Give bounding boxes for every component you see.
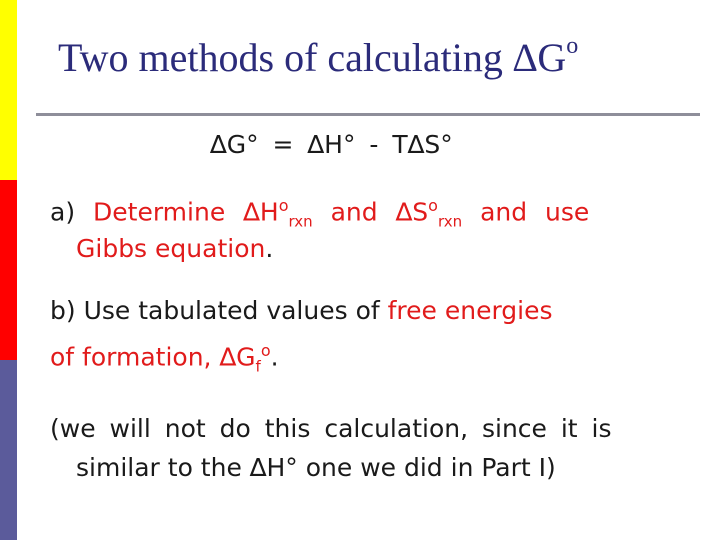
- method-a-sub: rxn: [288, 212, 313, 231]
- method-a-period: .: [265, 234, 274, 263]
- method-a-deg2: o: [428, 196, 438, 215]
- note-line2: similar to the ∆H° one we did in Part I): [76, 453, 556, 482]
- accent-bar-yellow: [0, 0, 17, 180]
- method-a-line2: [76, 234, 273, 263]
- method-a-line1: [50, 196, 589, 230]
- method-a-use-text: and use: [480, 197, 590, 227]
- note-line1: (we will not do this calculation, since it is: [50, 414, 612, 443]
- method-a-red-text: Determine ∆H: [93, 197, 279, 227]
- title-divider: [36, 113, 700, 116]
- method-b-sub: f: [255, 357, 261, 376]
- slide-title-text: Two methods of calculating ∆G: [58, 35, 567, 80]
- gibbs-equation: ∆G° = ∆H° - T∆S°: [210, 130, 453, 159]
- method-a-deg: o: [278, 196, 289, 215]
- method-a-label: a): [50, 197, 76, 227]
- method-b-period: .: [270, 342, 279, 372]
- slide-title: [58, 34, 578, 81]
- method-a-and-text: and ∆S: [330, 197, 429, 227]
- method-b-deg: o: [260, 341, 271, 360]
- method-b-prefix: b) Use tabulated values of: [50, 296, 388, 325]
- method-b-formation: of formation,: [50, 342, 220, 372]
- method-b-line1: [50, 296, 553, 325]
- method-a-gibbs: Gibbs equation: [76, 234, 266, 263]
- accent-bar-red: [0, 180, 17, 360]
- method-b-line2: [50, 341, 279, 375]
- accent-bar-blue: [0, 360, 17, 540]
- method-b-delta: ∆G: [219, 342, 256, 372]
- method-a-sub2: rxn: [437, 212, 463, 231]
- slide-title-sup: o: [566, 32, 579, 59]
- method-b-red-text: free energies: [387, 296, 553, 325]
